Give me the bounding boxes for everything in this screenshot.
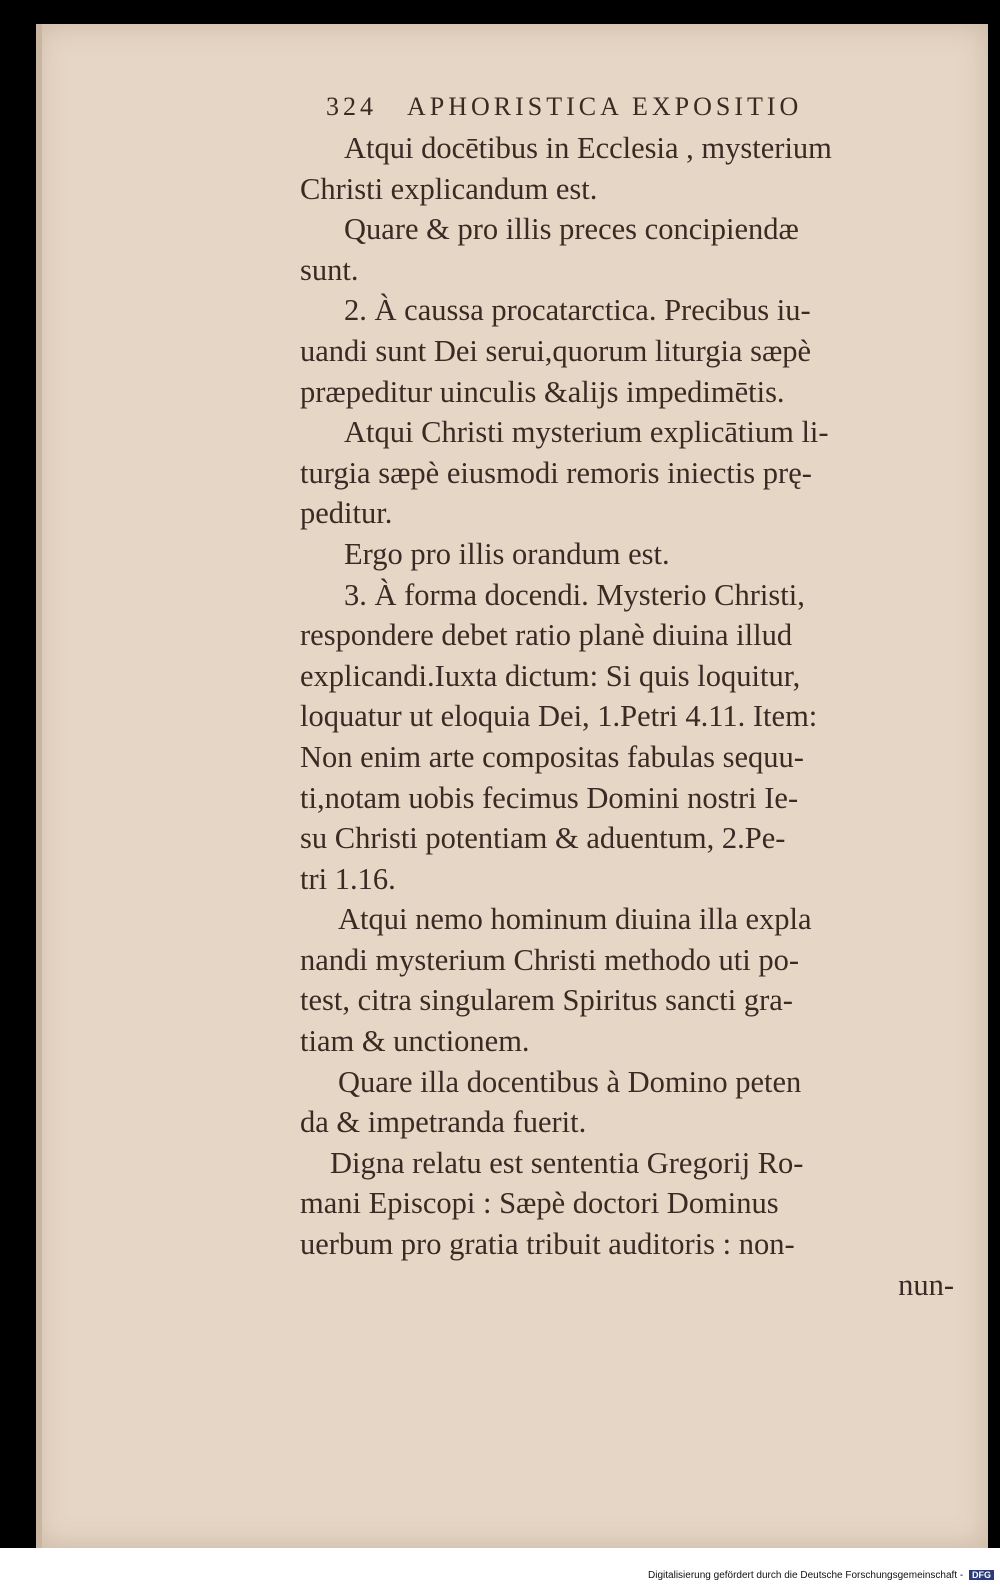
text-line: Ergo pro illis orandum est.	[344, 536, 670, 571]
text-line: respondere debet ratio planè diuina illud	[300, 618, 793, 653]
text-line: Atqui Christi mysterium explicātium li-	[344, 415, 829, 450]
footer-band	[0, 1548, 1000, 1589]
text-line: tiam & unctionem.	[300, 1024, 530, 1059]
running-title: APHORISTICA EXPOSITIO	[407, 92, 803, 121]
text-line: uerbum pro gratia tribuit auditoris : non-	[300, 1227, 795, 1262]
text-line: explicandi.Iuxta dictum: Si quis loquitur,	[300, 658, 801, 693]
text-line: ti,notam uobis fecimus Domini nostri Ie-	[300, 780, 799, 815]
text-line: 2. À caussa procatarctica. Precibus iu-	[344, 293, 811, 328]
text-line: Quare illa docentibus à Domino peten	[338, 1064, 802, 1099]
text-line: 3. À forma docendi. Mysterio Christi,	[344, 577, 805, 612]
page-text	[300, 128, 964, 1305]
text-line: mani Episcopi : Sæpè doctori Dominus	[300, 1186, 779, 1221]
text-line: Atqui nemo hominum diuina illa expla	[338, 902, 812, 937]
text-line: Atqui docētibus in Ecclesia , mysterium	[344, 131, 832, 165]
text-line: nandi mysterium Christi methodo uti po-	[300, 942, 799, 977]
digitization-credit	[648, 1570, 994, 1581]
text-line: turgia sæpè eiusmodi remoris iniectis prę-	[300, 455, 812, 490]
text-line: Non enim arte compositas fabulas sequu-	[300, 739, 804, 774]
catchword: nun-	[898, 1267, 954, 1302]
text-line: tri 1.16.	[300, 861, 396, 896]
text-line: uandi sunt Dei serui,quorum liturgia sæpè	[300, 333, 812, 368]
text-line: Digna relatu est sententia Gregorij Ro-	[330, 1145, 804, 1180]
credit-text: Digitalisierung gefördert durch die Deutsche Forschungsgemeinschaft -	[648, 1570, 964, 1581]
text-line: præpeditur uinculis &alijs impedimētis.	[300, 374, 785, 409]
text-line: sunt.	[300, 252, 359, 287]
text-line: Christi explicandum est.	[300, 171, 598, 206]
text-line: Quare & pro illis preces concipiendæ	[344, 212, 799, 247]
dfg-logo: DFG	[969, 1570, 994, 1580]
page-edge	[36, 24, 42, 1548]
text-line: da & impetranda fuerit.	[300, 1105, 587, 1140]
text-line: loquatur ut eloquia Dei, 1.Petri 4.11. Item:	[300, 699, 818, 734]
text-line: test, citra singularem Spiritus sancti gra-	[300, 983, 793, 1018]
text-line: su Christi potentiam & aduentum, 2.Pe-	[300, 821, 786, 856]
page-number: 324	[326, 92, 377, 121]
page-header	[326, 92, 916, 126]
text-line: peditur.	[300, 496, 393, 531]
